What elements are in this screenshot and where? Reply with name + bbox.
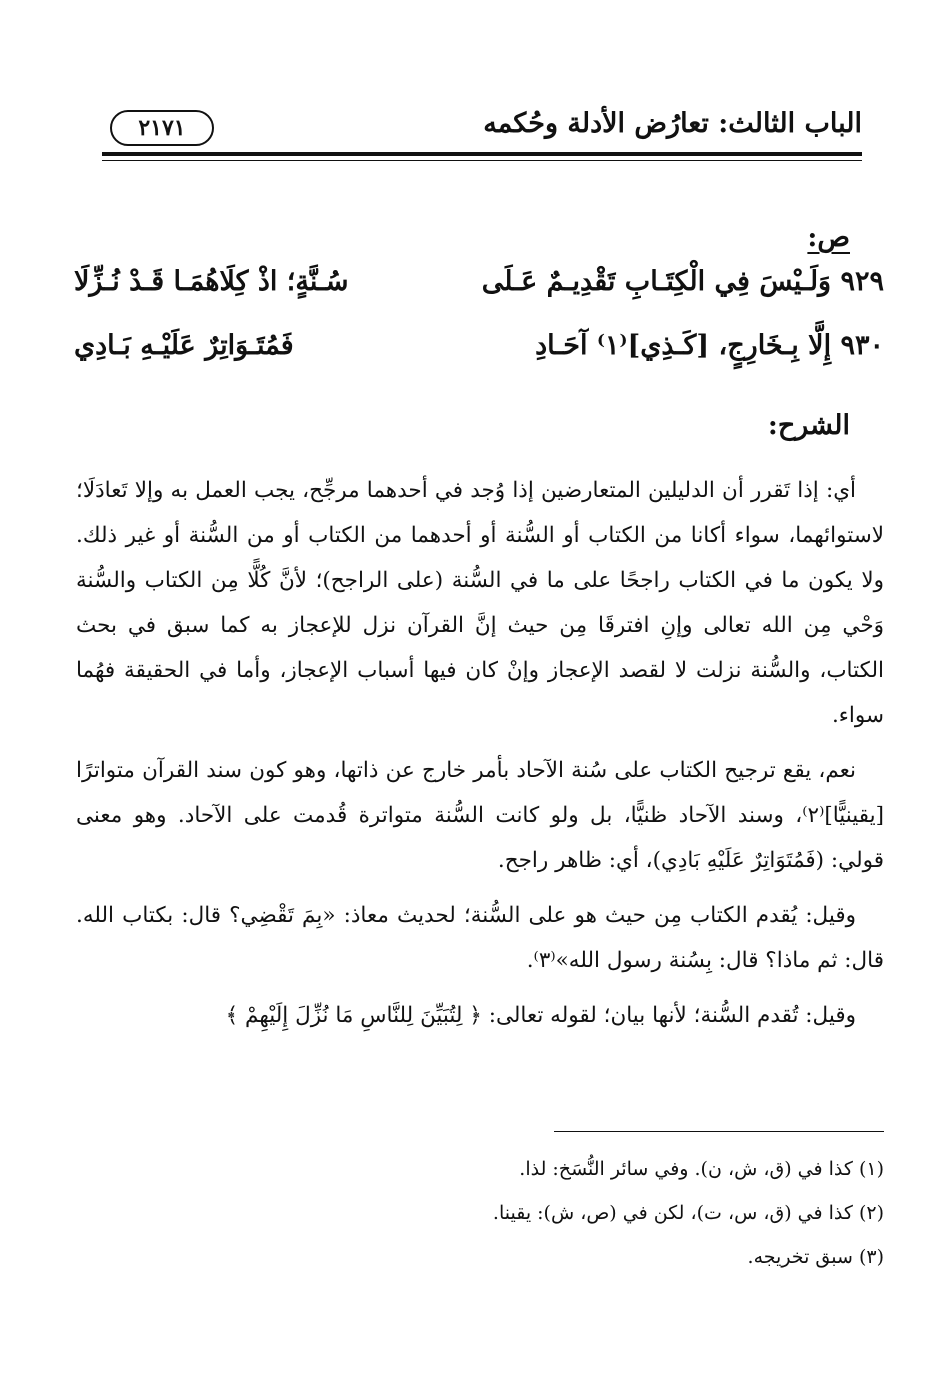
header-rule-thick <box>102 152 862 156</box>
header-rule-thin <box>102 160 862 161</box>
page-number: ٢١٧١ <box>110 110 214 146</box>
commentary-paragraph: وقيل: تُقدم السُّنة؛ لأنها بيان؛ لقوله تعالى: ﴿ لِتُبَيِّنَ لِلنَّاسِ مَا نُزِّلَ إِلَيْهِمْ ﴾ <box>225 1003 856 1028</box>
commentary-body <box>76 468 884 1038</box>
verse-first-hemistich: ٩٣٠ إِلَّا بِـخَارِجٍ، [كَـذِي]⁽١⁾ آحَـادِ <box>535 330 884 361</box>
verse-section-label: ص: <box>807 222 850 253</box>
commentary-paragraph: أي: إذا تَقرر أن الدليلين المتعارضين إذا وُجد في أحدهما مرجِّح، يجب العمل به وإلا تَعادَلَا؛ لاستوائهما، سواء أكانا من الكتاب أو السُّنة أو أحدهما من الكتاب أو من السُّنة أو غير ذلك. ولا يكون ما في الكتاب راجحًا على ما في السُّنة (على الراجح)؛ لأنَّ كُلًّا مِن الكتاب والسُّنة وَحْي مِن الله تعالى وإنِ افترقَا مِن حيث إنَّ القرآن نزل للإعجاز به كما سبق في بحث الكتاب، والسُّنة نزلت لا لقصد الإعجاز وإنْ كان فيها أسباب الإعجاز، وأما في الحقيقة فهُما سواء. <box>76 478 884 728</box>
footnote: (١) كذا في (ق، ش، ن). وفي سائر النُّسَخ: لذا. <box>519 1158 884 1180</box>
footnote: (٣) سبق تخريجه. <box>747 1246 884 1268</box>
chapter-title: الباب الثالث: تعارُض الأدلة وحُكمه <box>483 108 862 139</box>
verse-line <box>74 266 884 312</box>
page-header <box>102 106 862 152</box>
verse-second-hemistich: سُـنَّةٍ؛ اذْ كِلَاهُمَـا قَـدْ نُـزِّلَا <box>74 266 349 297</box>
commentary-paragraph: وقيل: يُقدم الكتاب مِن حيث هو على السُّنة؛ لحديث معاذ: «بِمَ تَقْضِي؟ قال: بكتاب الله. قال: ثم ماذا؟ قال: بِسُنة رسول الله»⁽٣⁾. <box>76 903 884 973</box>
verse-line <box>74 330 884 376</box>
commentary-section-label: الشرح: <box>767 410 850 441</box>
footnote-separator <box>554 1131 884 1132</box>
footnote: (٢) كذا في (ق، س، ت)، لكن في (ص، ش): يقينا. <box>492 1202 884 1224</box>
verse-second-hemistich: فَمُتَـوَاتِرٌ عَلَيْـهِ بَـادِي <box>74 330 294 361</box>
footnotes <box>76 1150 884 1282</box>
verse-first-hemistich: ٩٢٩ وَلَـيْسَ فِي الْكِتَـابِ تَقْدِيـمٌ عَـلَى <box>481 266 884 297</box>
commentary-paragraph: نعم، يقع ترجيح الكتاب على سُنة الآحاد بأمر خارج عن ذاتها، وهو كون سند القرآن متواترًا [يقينيًّا]⁽٢⁾، وسند الآحاد ظنيًّا، بل ولو كانت السُّنة متواترة قُدمت على الآحاد. وهو معنى قولي: (فَمُتَوَاتِرٌ عَلَيْهِ بَادِي)، أي: ظاهر راجح. <box>76 758 884 873</box>
